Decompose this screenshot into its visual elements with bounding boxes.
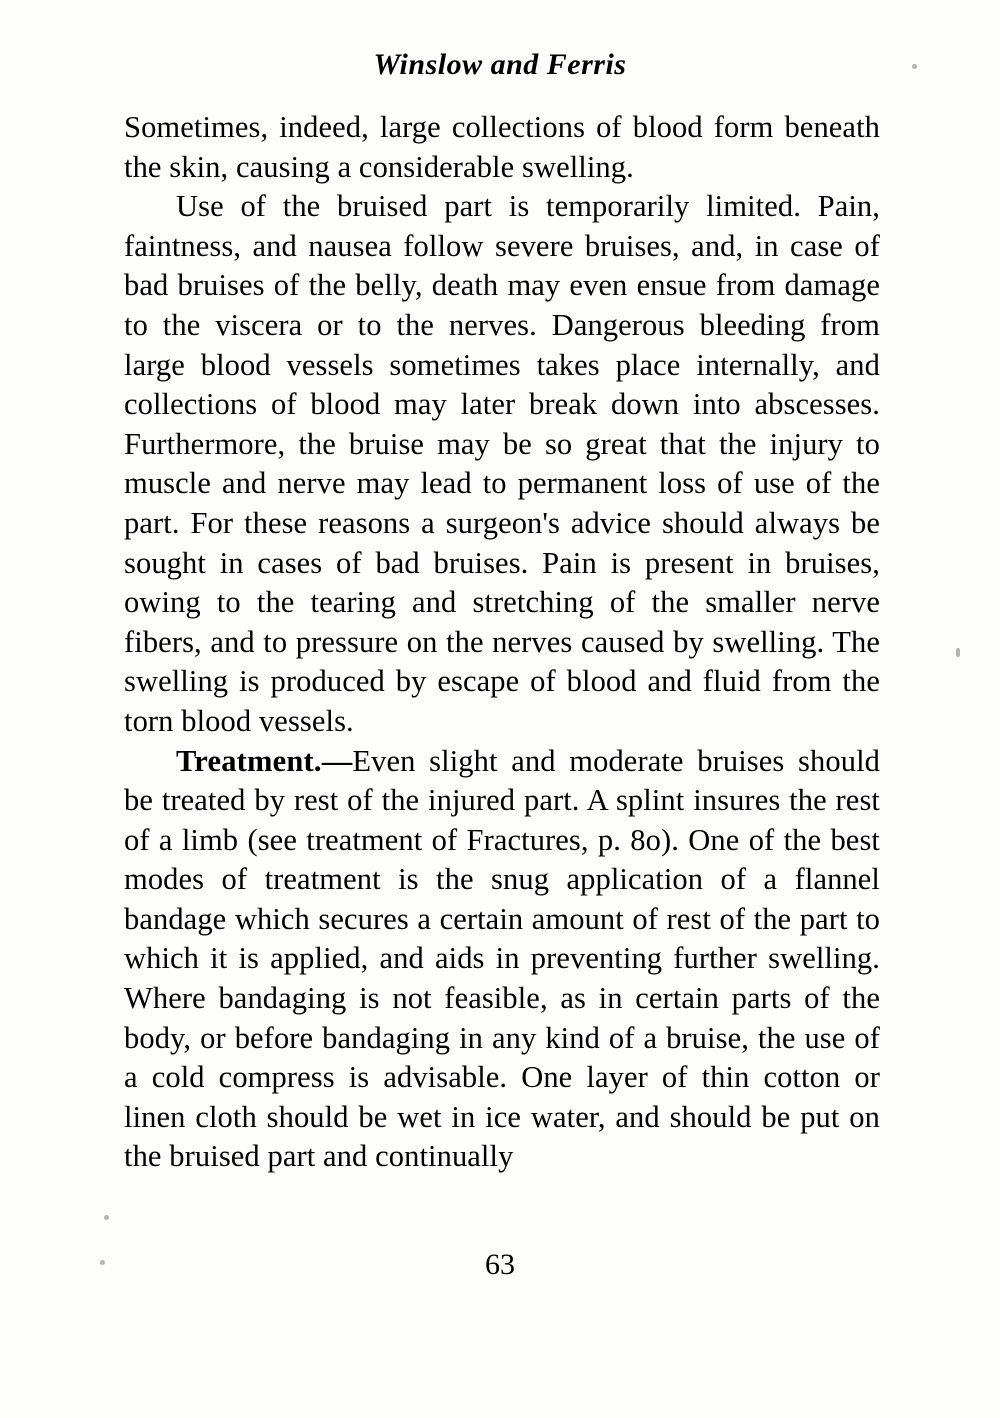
run-in-heading-treatment: Treatment.— (176, 743, 353, 778)
paragraph-text: Even slight and moderate bruises should be treated by rest of the injured part. A splint insures the rest of a limb (see treatment of Fractures, p. 8o). One of the best modes of treatment is the snug application of a flannel bandage which secures a certain amount of rest of the part to which it is applied, and aids in preventing further swelling. Where bandaging is not feasible, as in certain parts of the body, or before bandaging in any kind of a bruise, the use of a cold compress is advisable. One layer of thin cotton or linen cloth should be wet in ice water, and should be put on the bruised part and continually (124, 743, 880, 1174)
paper-speck (100, 1260, 105, 1265)
running-head: Winslow and Ferris (373, 48, 627, 81)
page-number: 63 (485, 1248, 515, 1281)
paper-speck (104, 1215, 109, 1220)
page-body (124, 108, 880, 1177)
paragraph-blood-collections (124, 108, 880, 187)
paragraph-treatment (124, 742, 880, 1178)
paragraph-text: Sometimes, indeed, large collections of blood form beneath the skin, causing a considerable swelling. (124, 110, 880, 184)
paragraph-bruise-effects (124, 187, 880, 741)
paper-speck (956, 648, 960, 657)
paper-speck (912, 64, 917, 69)
paragraph-text: Use of the bruised part is temporarily limited. Pain, faintness, and nausea follow severe bruises, and, in case of bad bruises of the belly, death may even ensue from damage to the viscera or to the nerves. Dangerous bleeding from large blood vessels sometimes takes place internally, and collections of blood may later break down into abscesses. Furthermore, the bruise may be so great that the injury to muscle and nerve may lead to permanent loss of use of the part. For these reasons a surgeon's advice should always be sought in cases of bad bruises. Pain is present in bruises, owing to the tearing and stretching of the smaller nerve fibers, and to pressure on the nerves caused by swelling. The swelling is produced by escape of blood and fluid from the torn blood vessels. (124, 189, 880, 738)
